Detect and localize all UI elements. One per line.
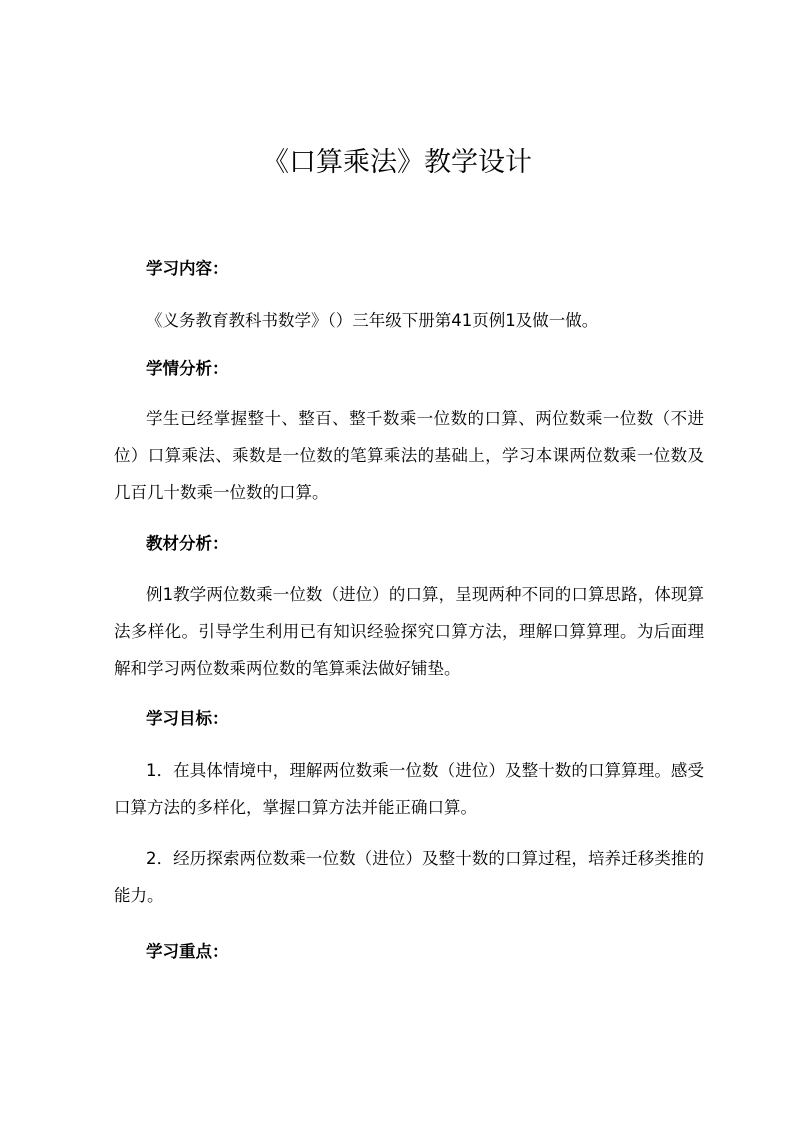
- paragraph-objective-1: 1．在具体情境中，理解两位数乘一位数（进位）及整十数的口算算理。感受口算方法的多样化，掌握口算方法并能正确口算。: [114, 761, 704, 817]
- paragraph-student-analysis: 学生已经掌握整十、整百、整千数乘一位数的口算、两位数乘一位数（不进位）口算乘法、乘数是一位数的笔算乘法的基础上，学习本课两位数乘一位数及几百几十数乘一位数的口算。: [114, 409, 704, 502]
- document-title: 《口算乘法》教学设计: [262, 147, 532, 178]
- section-heading-learning-objectives: 学习目标：: [146, 709, 229, 728]
- section-heading-student-analysis: 学情分析：: [146, 359, 229, 378]
- section-heading-textbook-analysis: 教材分析：: [146, 534, 229, 553]
- paragraph-textbook-analysis: 例1教学两位数乘一位数（进位）的口算，呈现两种不同的口算思路，体现算法多样化。引导学生利用已有知识经验探究口算方法，理解口算算理。为后面理解和学习两位数乘两位数的笔算乘法做好铺垫。: [114, 585, 704, 678]
- section-heading-learning-content: 学习内容：: [146, 259, 229, 278]
- paragraph-learning-content: 《义务教育教科书数学》（）三年级下册第41页例1及做一做。: [146, 311, 599, 330]
- section-heading-learning-focus: 学习重点：: [146, 942, 229, 961]
- paragraph-objective-2: 2．经历探索两位数乘一位数（进位）及整十数的口算过程，培养迁移类推的能力。: [114, 849, 704, 905]
